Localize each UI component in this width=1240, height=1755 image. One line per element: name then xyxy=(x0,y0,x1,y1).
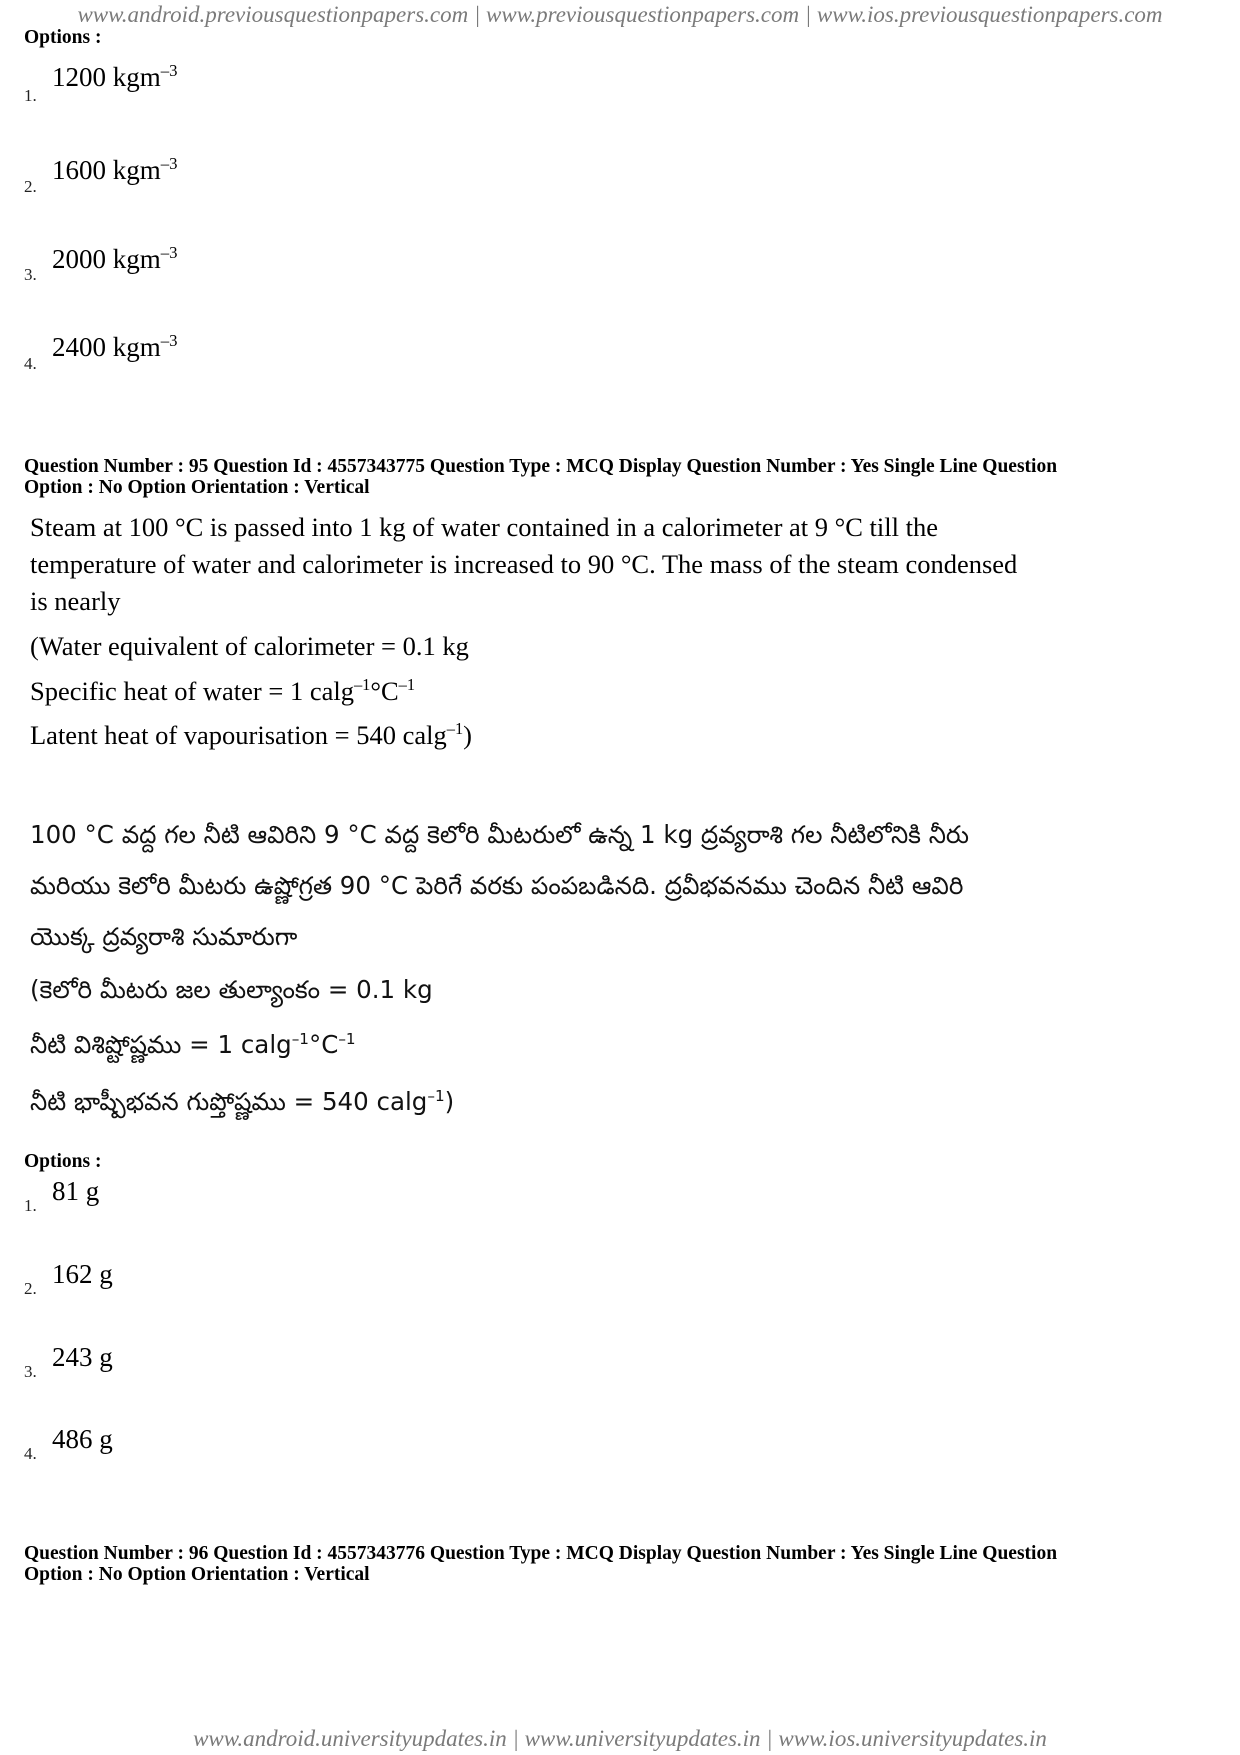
q95-te-line4: (కెలోరి మీటరు జల తుల్యాంకం = 0.1 kg xyxy=(30,975,433,1004)
q94-option-3-value: 2000 kgm$^{-3}$ xyxy=(52,243,178,274)
q94-option-1-value: 1200 kgm$^{-3}$ xyxy=(52,61,178,92)
q95-en-line1: Steam at 100 °C is passed into 1 kg of water contained in a calorimeter at 9 °C till the xyxy=(30,512,938,542)
q95-te-line3: యొక్క ద్రవ్యరాశి సుమారుగా xyxy=(30,922,298,951)
option-number: 2. xyxy=(24,177,37,196)
header-watermark: www.android.previousquestionpapers.com | www.previousquestionpapers.com | www.ios.previousquestionpapers.com xyxy=(77,2,1163,27)
q95-option-1-value: 81 g xyxy=(52,1176,100,1206)
q94-option-3[interactable] xyxy=(24,265,37,285)
q95-options-label: Options : xyxy=(24,1151,102,1172)
q94-option-1[interactable] xyxy=(24,86,37,106)
q94-option-4[interactable] xyxy=(24,354,37,374)
q94-option-4-value: 2400 kgm$^{-3}$ xyxy=(52,331,178,362)
q95-option-4-value: 486 g xyxy=(52,1424,113,1454)
q95-en-line2: temperature of water and calorimeter is increased to 90 °C. The mass of the steam condensed xyxy=(30,549,1018,579)
footer-watermark: www.android.universityupdates.in | www.universityupdates.in | www.ios.universityupdates.in xyxy=(193,1726,1047,1751)
option-number: 4. xyxy=(24,1444,37,1463)
q94-option-2-value: 1600 kgm$^{-3}$ xyxy=(52,154,178,185)
q95-te-latent-heat: నీటి భాష్పీభవన గుప్తోష్ణము = 540 calg$^{-1}$) xyxy=(30,1086,455,1116)
option-number: 1. xyxy=(24,1196,37,1215)
q95-en-line3: is nearly xyxy=(30,586,121,616)
q95-te-line1: 100 °C వద్ద గల నీటి ఆవిరిని 9 °C వద్ద కెలోరి మీటరులో ఉన్న 1 kg ద్రవ్యరాశి గల నీటిలోనికి నీరు xyxy=(30,820,969,849)
q95-en-latent-heat: Latent heat of vapourisation = 540 calg$^{-1}$) xyxy=(30,719,472,750)
option-number: 4. xyxy=(24,354,37,373)
q95-en-specific-heat: Specific heat of water = 1 $calg^{-1}^\circ C^{-1}$ xyxy=(30,675,416,706)
q94-options-label: Options : xyxy=(24,27,102,48)
q95-option-2[interactable] xyxy=(24,1279,37,1299)
option-number: 2. xyxy=(24,1279,37,1298)
option-number: 3. xyxy=(24,1362,37,1381)
q95-option-3[interactable] xyxy=(24,1362,37,1382)
q96-meta-line2: Option : No Option Orientation : Vertical xyxy=(24,1564,370,1585)
q95-meta-line1: Question Number : 95 Question Id : 4557343775 Question Type : MCQ Display Question Number : Yes Single Line Question xyxy=(24,456,1058,477)
option-number: 1. xyxy=(24,86,37,105)
q95-option-2-value: 162 g xyxy=(52,1259,113,1289)
q95-option-4[interactable] xyxy=(24,1444,37,1464)
q95-option-3-value: 243 g xyxy=(52,1342,113,1372)
q96-meta-line1: Question Number : 96 Question Id : 4557343776 Question Type : MCQ Display Question Number : Yes Single Line Question xyxy=(24,1543,1058,1564)
q95-option-1[interactable] xyxy=(24,1196,37,1216)
q94-option-2[interactable] xyxy=(24,177,37,197)
q95-meta-line2: Option : No Option Orientation : Vertical xyxy=(24,477,370,498)
q95-en-line4: (Water equivalent of calorimeter = 0.1 kg xyxy=(30,631,469,661)
option-number: 3. xyxy=(24,265,37,284)
q95-te-specific-heat: నీటి విశిష్టోష్ణము = 1 $calg^{-1}^\circ C^{-1}$ xyxy=(30,1029,356,1059)
q95-te-line2: మరియు కెలోరి మీటరు ఉష్ణోగ్రత 90 °C పెరిగే వరకు పంపబడినది. ద్రవీభవనము చెందిన నీటి ఆవిరి xyxy=(30,871,964,900)
